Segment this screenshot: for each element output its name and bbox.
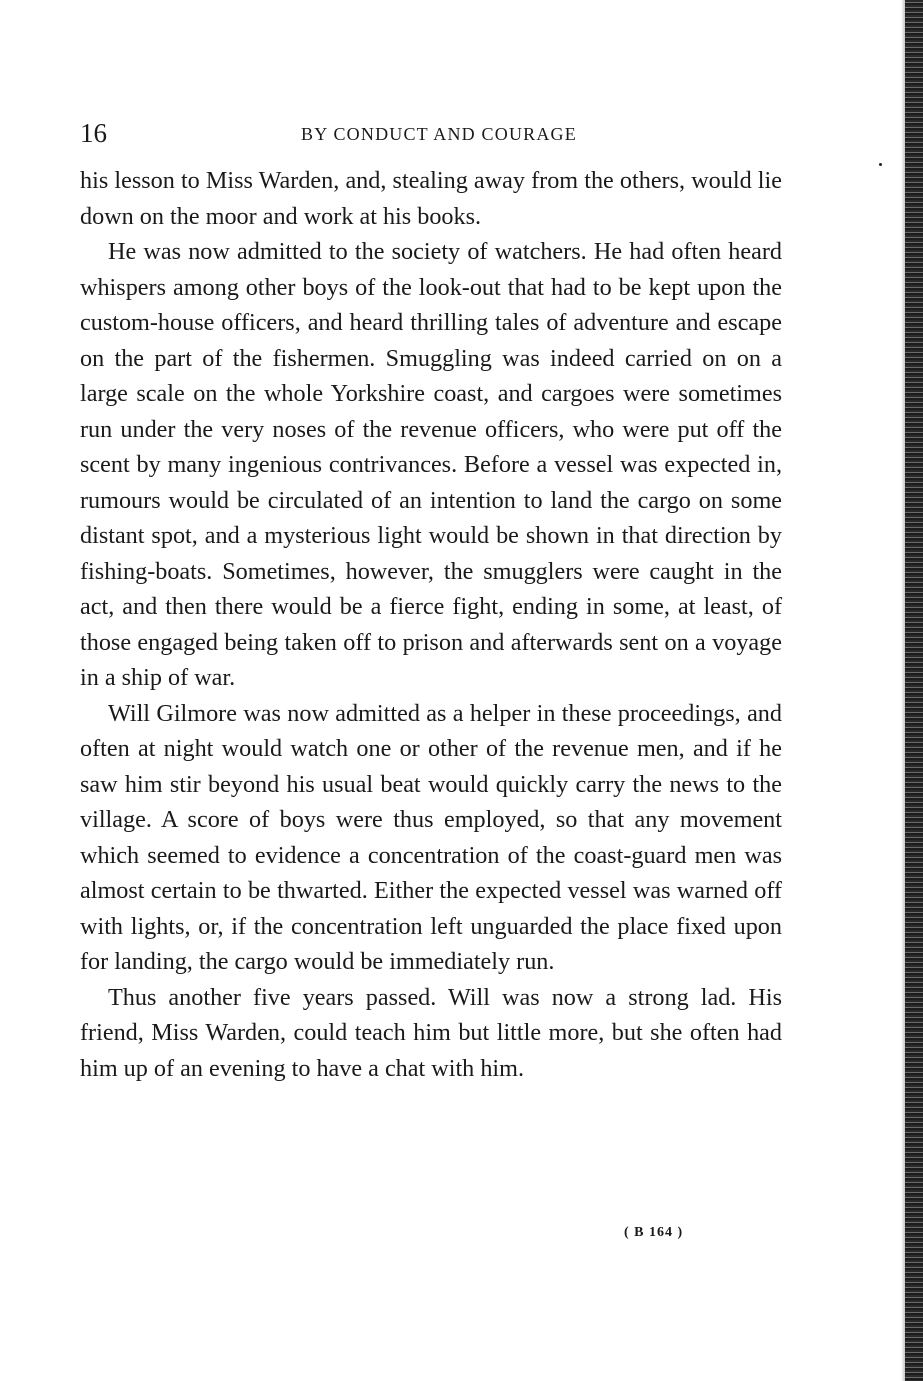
scan-speck bbox=[879, 163, 882, 166]
paragraph: Thus another five years passed. Will was now a strong lad. His friend, Miss Warden, could teach him but little more, but she often had him up of an evening to have a chat with him. bbox=[80, 983, 782, 1082]
page-number: 16 bbox=[80, 118, 107, 148]
paragraph: Will Gilmore was now admitted as a helper in these proceedings, and often at night would watch one or other of the revenue men, and if he saw him stir beyond his usual beat would quickly carry the news to the village. A score of boys were thus employed, so that any movement which seemed to evidence a concentration of the coast-guard men was almost certain to be thwarted. Either the expected vessel was warned off with lights, or, if the concentration left unguarded the place fixed upon for landing, the cargo would be immediately run. bbox=[80, 699, 782, 975]
paragraph-continued: his lesson to Miss Warden, and, stealing away from the others, would lie down on the moor and work at his books. bbox=[80, 167, 782, 230]
body-text bbox=[80, 163, 782, 1086]
scan-edge bbox=[905, 0, 923, 1381]
page-header bbox=[80, 116, 784, 152]
running-head: BY CONDUCT AND COURAGE bbox=[301, 124, 577, 144]
paragraph: He was now admitted to the society of watchers. He had often heard whispers among other boys of the look-out that had to be kept upon the custom-house officers, and heard thrilling tales of adventure and escape on the part of the fishermen. Smuggling was indeed carried on on a large scale on the whole Yorkshire coast, and cargoes were sometimes run under the very noses of the revenue officers, who were put off the scent by many ingenious contrivances. Before a vessel was expected in, rumours would be circulated of an intention to land the cargo on some distant spot, and a mysterious light would be shown in that direction by fishing-boats. Sometimes, however, the smugglers were caught in the act, and then there would be a fierce fight, ending in some, at least, of those engaged being taken off to prison and afterwards sent on a voyage in a ship of war. bbox=[80, 238, 782, 691]
printer-signature-mark: ( B 164 ) bbox=[624, 1225, 684, 1240]
